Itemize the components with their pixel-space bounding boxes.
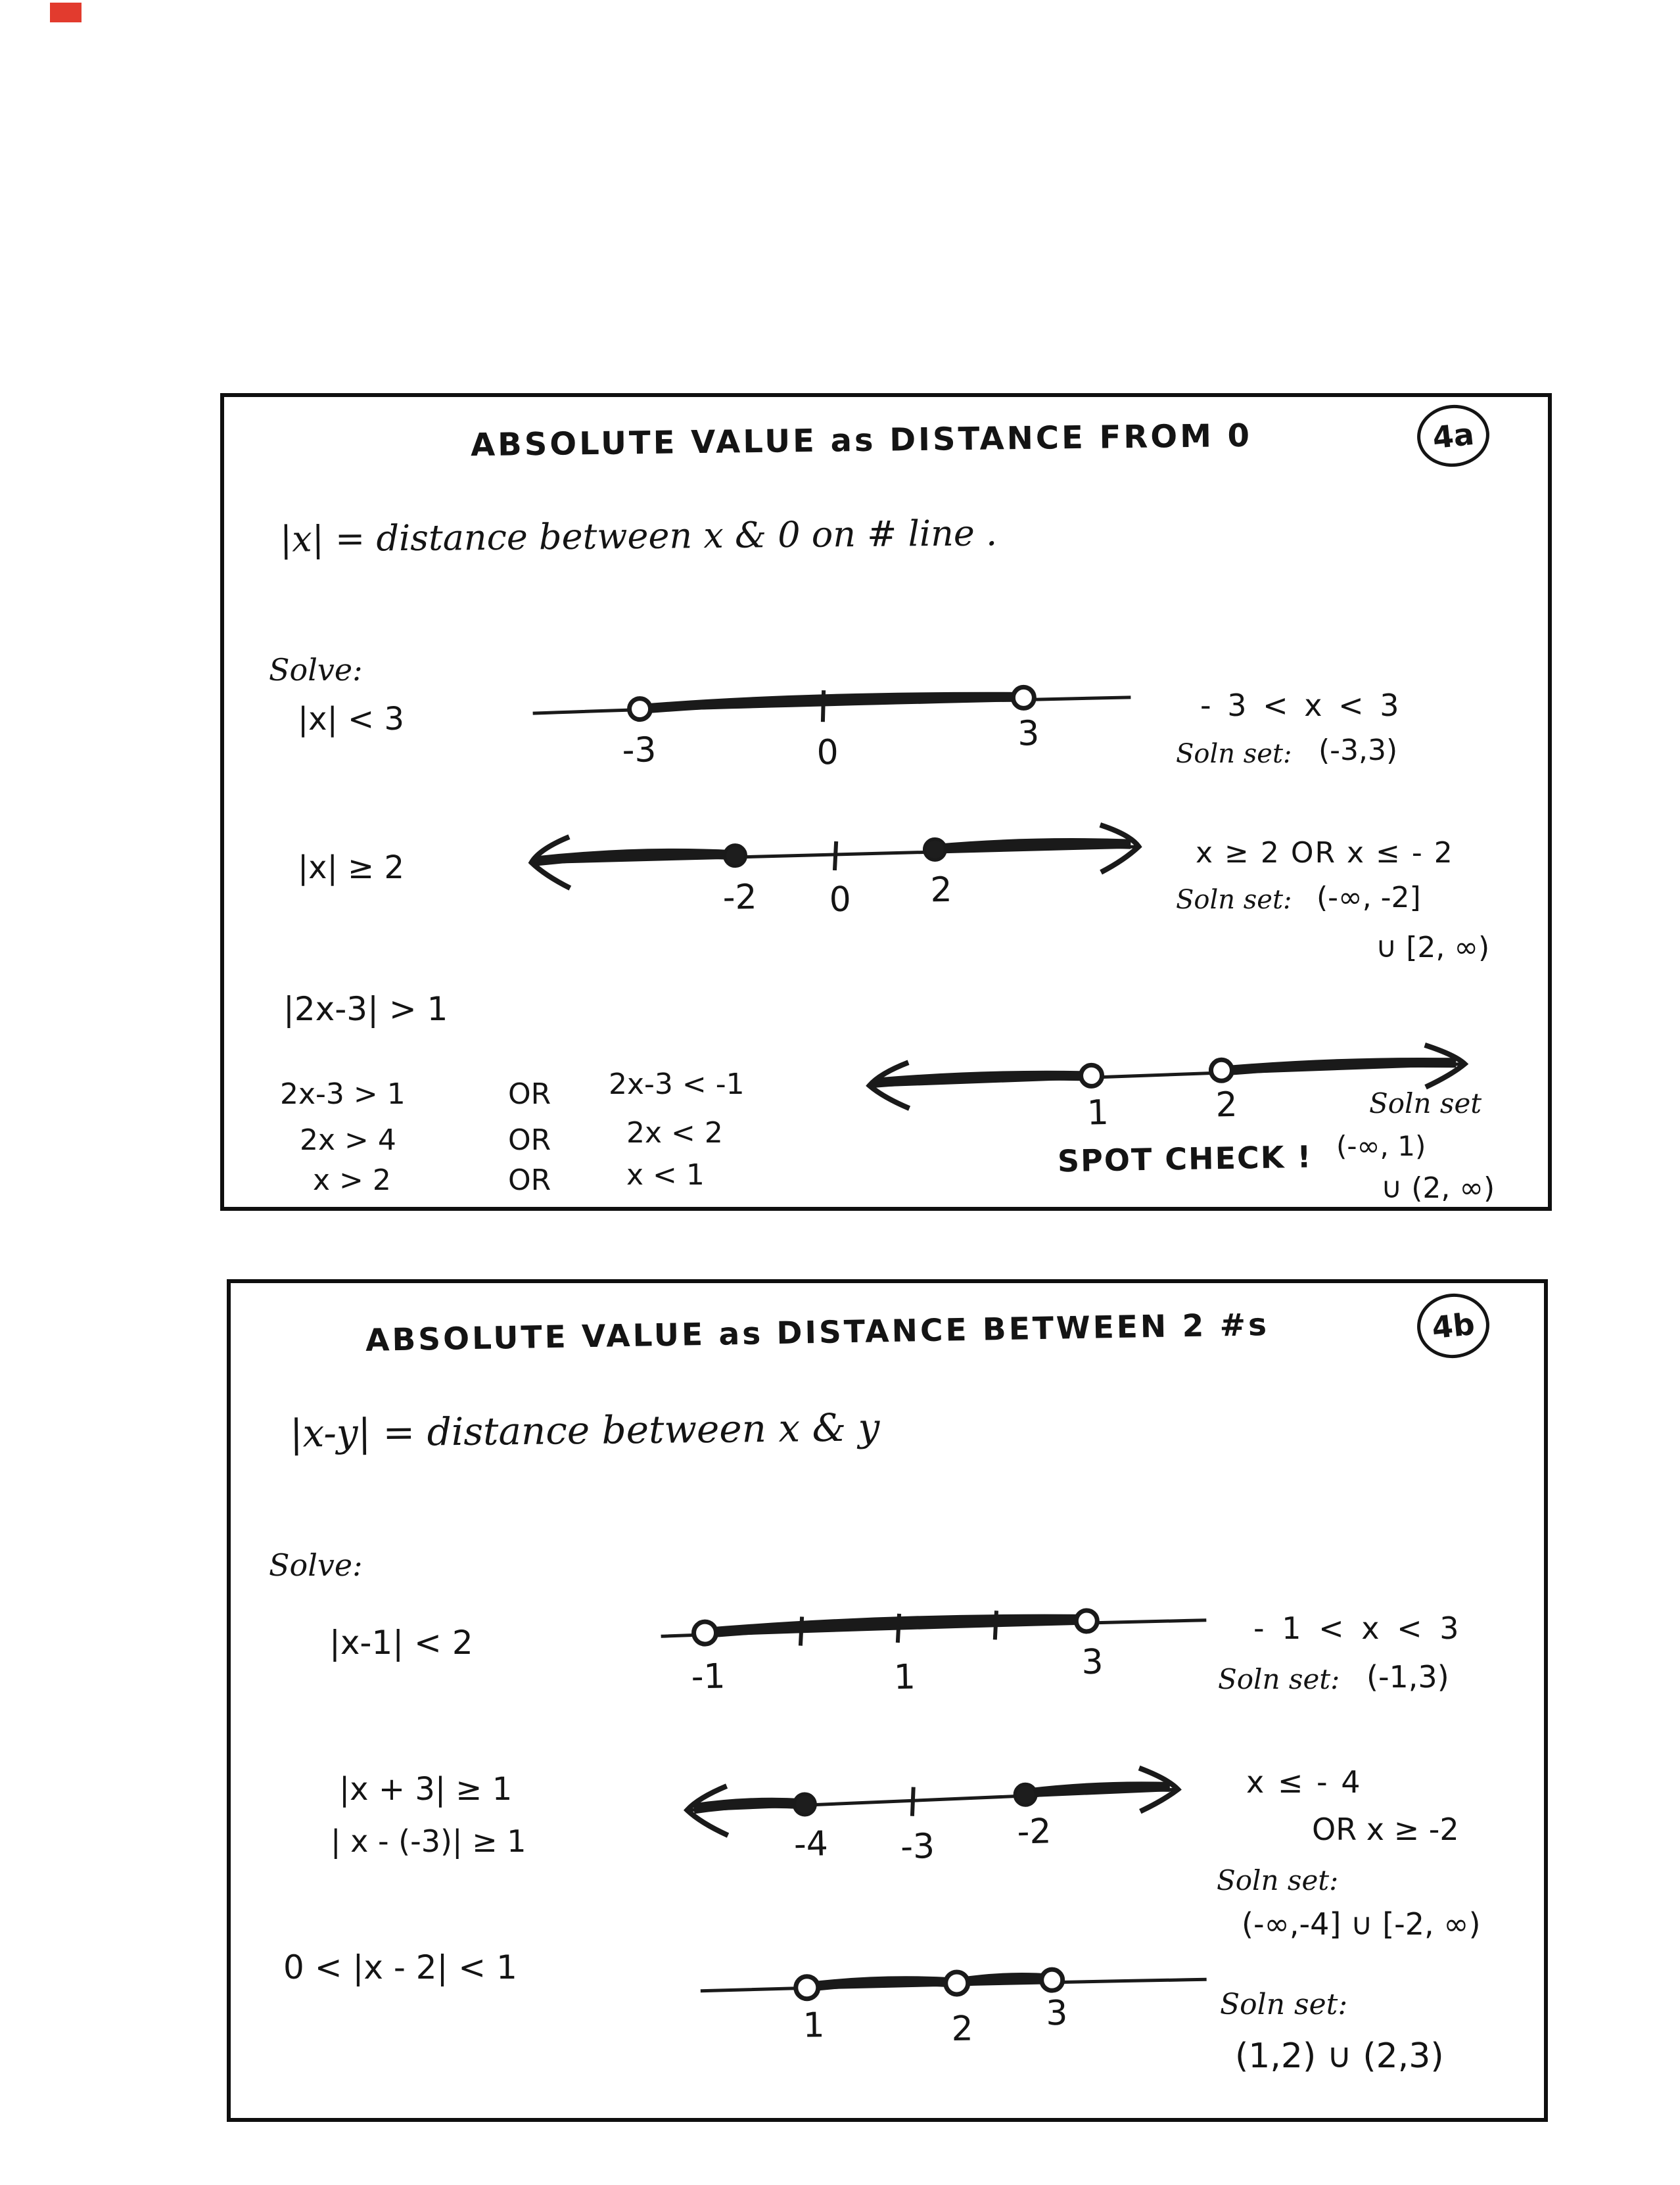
scan-artifact-mark [50,3,82,22]
p3-work-r3c1: x > 2 [313,1163,391,1197]
number-line-abs-x-ge-2 [506,811,1165,933]
nl4-label-1: 1 [893,1657,916,1698]
p3-work-r1c2: OR [508,1077,551,1111]
p3-soln-set-cont: ∪ (2, ∞) [1381,1171,1495,1205]
open-point-neg3 [629,698,650,719]
closed-point-neg4 [794,1794,816,1816]
b-p2-expression-2: | x - (-3)| ≥ 1 [331,1823,526,1859]
shaded-segment-left [875,1074,1082,1083]
b-p1-answer: - 1 < x < 3 [1253,1610,1463,1646]
p1-expression: |x| < 3 [298,701,405,738]
b-p2-expression-1: |x + 3| ≥ 1 [339,1771,513,1808]
p3-work-r2c1: 2x > 4 [300,1123,396,1157]
p3-work-r3c2: OR [508,1163,551,1197]
number-line-abs-x-1-lt-2 [651,1586,1218,1711]
solve-label-4b: Solve: [269,1547,363,1583]
number-line-abs-x-plus-3-ge-1 [663,1757,1198,1879]
open-point-3 [1076,1610,1098,1632]
nl5-label-neg3: -3 [900,1826,935,1868]
b-p1-soln-set: (-1,3) [1366,1659,1449,1695]
b-p2-answer-2: OR x ≥ -2 [1312,1812,1459,1847]
b-p2-soln-set: (-∞,-4] ∪ [-2, ∞) [1242,1906,1481,1942]
section-4a-tag: 4a [1414,402,1492,471]
tick-0 [800,1616,803,1645]
p3-spot-check-note: SPOT CHECK ! [1057,1139,1313,1179]
nl6-label-2: 2 [951,2009,974,2050]
nl2-label-0: 0 [829,880,852,920]
tick-0 [834,841,837,870]
section-4b-box [227,1279,1548,2122]
b-p2-soln-label: Soln set: [1217,1864,1339,1896]
open-point-1 [796,1977,818,1999]
closed-point-neg2 [724,845,746,866]
open-point-3 [1041,1969,1062,1990]
b-p3-soln-set: (1,2) ∪ (2,3) [1235,2036,1444,2076]
closed-point-neg2 [1015,1784,1037,1806]
open-point-2 [1211,1060,1232,1081]
nl1-label-neg3: -3 [622,730,657,771]
nl5-label-neg2: -2 [1016,1812,1052,1852]
p3-soln-label: Soln set [1369,1087,1482,1119]
p2-soln-label: Soln set: [1176,885,1292,915]
nl1-label-0: 0 [816,732,839,773]
b-p1-soln-label: Soln set: [1218,1663,1340,1695]
solve-label-4a: Solve: [269,652,363,688]
p1-soln-label: Soln set: [1176,739,1292,769]
shaded-segment-left [693,1802,802,1808]
p2-answer: x ≥ 2 OR x ≤ - 2 [1196,836,1454,870]
section-4b-title: ABSOLUTE VALUE as DISTANCE BETWEEN 2 #s [365,1307,1270,1359]
nl3-label-1: 1 [1086,1092,1109,1133]
p3-work-r2c2: OR [508,1123,551,1157]
open-point-neg1 [693,1622,716,1645]
open-point-3 [1013,687,1034,708]
b-p3-soln-label: Soln set: [1220,1988,1348,2021]
number-line-0-lt-abs-x-2-lt-1 [690,1949,1217,2048]
p3-work-r1c1: 2x-3 > 1 [280,1077,406,1111]
shaded-segment-left [808,1981,955,1987]
closed-point-2 [924,839,946,860]
nl3-label-2: 2 [1215,1085,1238,1125]
number-line-abs-x-lt-3 [523,667,1142,786]
nl4-label-neg1: -1 [691,1656,726,1697]
b-p3-expression: 0 < |x - 2| < 1 [283,1948,517,1986]
tick-neg3 [912,1787,914,1816]
p2-soln-set-cont: ∪ [2, ∞) [1376,931,1490,964]
open-point-1 [1081,1065,1102,1087]
p1-soln-set: (-3,3) [1318,734,1398,767]
tick-0 [822,690,824,722]
open-point-2 [946,1972,968,1994]
section-4a-box [220,393,1552,1211]
p3-expression: |2x-3| > 1 [283,990,448,1028]
p2-expression: |x| ≥ 2 [298,849,405,886]
shaded-segment-right [937,842,1131,849]
nl6-label-1: 1 [803,2006,825,2046]
p2-soln-set: (-∞, -2] [1317,881,1421,914]
p3-work-r1c3: 2x-3 < -1 [609,1068,745,1101]
definition-4a: |x| = distance between x & 0 on # line . [279,512,998,560]
nl2-label-2: 2 [929,870,953,910]
tick-2 [994,1610,997,1639]
nl1-label-3: 3 [1017,714,1040,754]
definition-4b: |x-y| = distance between x & y [289,1405,880,1456]
section-4b-tag: 4b [1414,1290,1493,1362]
p3-work-r2c3: 2x < 2 [626,1116,723,1150]
nl2-label-neg2: -2 [722,878,758,918]
p1-answer: - 3 < x < 3 [1200,688,1403,723]
nl4-label-3: 3 [1081,1642,1104,1683]
p3-soln-set: (-∞, 1) [1336,1130,1426,1162]
tick-1 [897,1614,900,1643]
nl5-label-neg4: -4 [793,1824,829,1865]
nl6-label-3: 3 [1045,1993,1068,2034]
section-4a-title: ABSOLUTE VALUE as DISTANCE FROM 0 [470,417,1253,464]
shaded-segment-right [959,1977,1051,1983]
b-p1-expression: |x-1| < 2 [329,1624,473,1662]
p3-work-r3c3: x < 1 [626,1158,705,1192]
b-p2-answer-1: x ≤ - 4 [1246,1764,1363,1800]
